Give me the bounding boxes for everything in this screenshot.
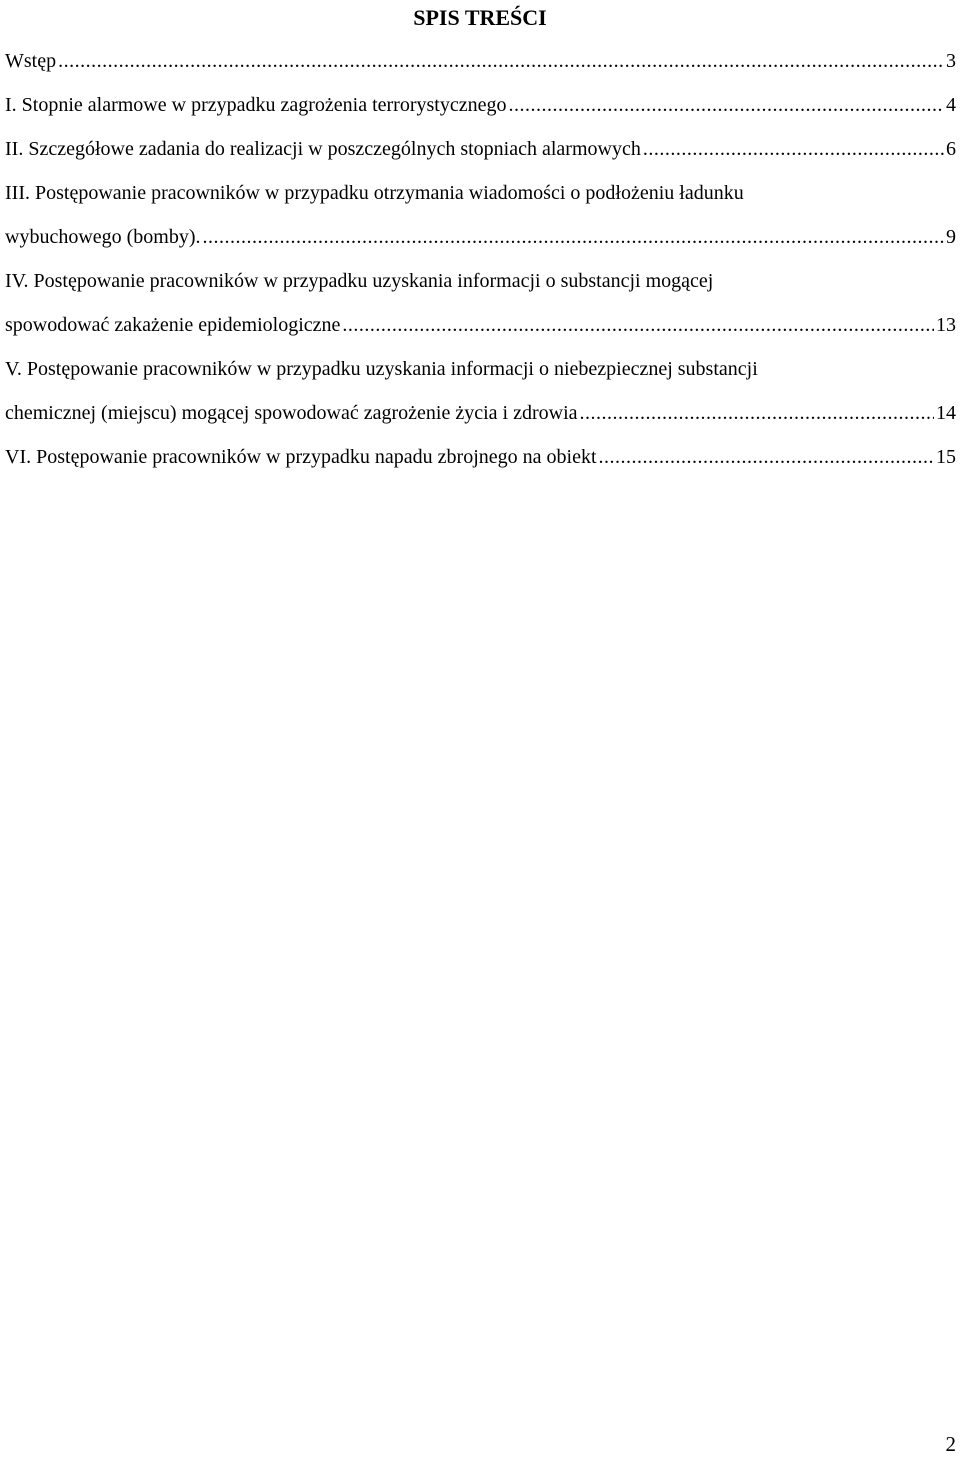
toc-entry-text: I. Stopnie alarmowe w przypadku zagrożenia terrorystycznego bbox=[5, 94, 507, 116]
toc-entry-text: wybuchowego (bomby). bbox=[5, 226, 201, 248]
toc-entry-4[interactable] bbox=[5, 264, 956, 342]
dot-leader bbox=[599, 440, 934, 474]
toc-entry-text: Wstęp bbox=[5, 50, 57, 72]
toc-entry-first-line: III. Postępowanie pracowników w przypadku otrzymania wiadomości o podłożeniu ładunku bbox=[5, 182, 744, 204]
dot-leader bbox=[342, 308, 934, 342]
toc-entry-1[interactable] bbox=[5, 88, 956, 122]
toc-entry-intro[interactable] bbox=[5, 44, 956, 78]
page-number: 2 bbox=[945, 1432, 956, 1456]
dot-leader bbox=[580, 396, 934, 430]
toc-entry-2[interactable] bbox=[5, 132, 956, 166]
page-title: SPIS TREŚCI bbox=[413, 5, 547, 30]
toc-entry-3[interactable] bbox=[5, 176, 956, 254]
toc-page-number: 15 bbox=[936, 446, 956, 468]
toc-entry-first-line: V. Postępowanie pracowników w przypadku uzyskania informacji o niebezpiecznej substancji bbox=[5, 358, 758, 380]
table-of-contents bbox=[5, 44, 956, 484]
toc-page-number: 9 bbox=[946, 226, 956, 248]
toc-page-number: 3 bbox=[946, 50, 956, 72]
toc-page-number: 14 bbox=[936, 402, 956, 424]
toc-page-number: 4 bbox=[946, 94, 956, 116]
toc-entry-text: spowodować zakażenie epidemiologiczne bbox=[5, 314, 341, 336]
toc-page-number: 6 bbox=[946, 138, 956, 160]
toc-entry-text: II. Szczegółowe zadania do realizacji w poszczególnych stopniach alarmowych bbox=[5, 138, 641, 160]
toc-entry-text: VI. Postępowanie pracowników w przypadku napadu zbrojnego na obiekt bbox=[5, 446, 597, 468]
dot-leader bbox=[643, 132, 944, 166]
toc-entry-5[interactable] bbox=[5, 352, 956, 430]
toc-page-number: 13 bbox=[936, 314, 956, 336]
toc-entry-6[interactable] bbox=[5, 440, 956, 474]
dot-leader bbox=[508, 88, 944, 122]
dot-leader bbox=[58, 44, 944, 78]
dot-leader bbox=[203, 220, 944, 254]
toc-entry-first-line: IV. Postępowanie pracowników w przypadku uzyskania informacji o substancji mogącej bbox=[5, 270, 714, 292]
toc-entry-text: chemicznej (miejscu) mogącej spowodować zagrożenie życia i zdrowia bbox=[5, 402, 578, 424]
